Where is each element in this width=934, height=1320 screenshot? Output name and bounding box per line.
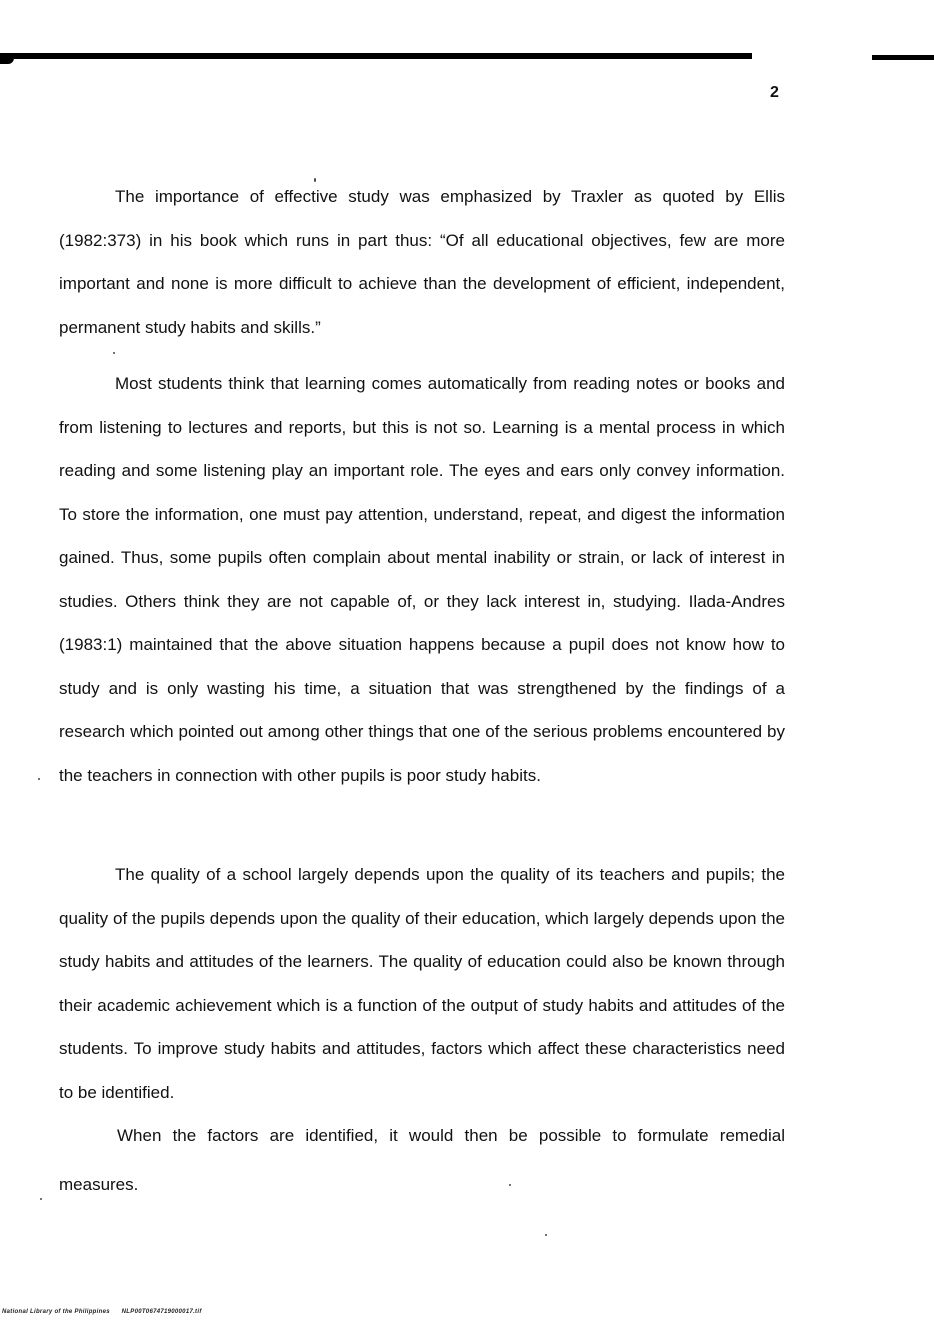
paragraph-4: When the factors are identified, it would then be possible to formulate remedial measures. <box>59 1126 785 1194</box>
scan-edge-bar <box>0 53 752 59</box>
paragraph-3: The quality of a school largely depends upon the quality of its teachers and pupils; the quality of the pupils depends upon the quality of their education, which largely depends upon the study habits and attitudes of the learners. The quality of education could also be known through their academic achievement which is a function of the output of study habits and attitudes of the students. To improve study habits and attitudes, factors which affect these characteristics need to be identified. <box>59 865 785 1102</box>
scan-speck <box>113 352 115 354</box>
scan-speck <box>40 1198 42 1200</box>
footer-file-code: NLP00T0674719000017.tif <box>121 1309 202 1315</box>
scan-speck <box>509 1184 511 1186</box>
scan-speck <box>38 778 40 780</box>
paragraph-2: Most students think that learning comes automatically from reading notes or books and from listening to lectures and reports, but this is not so. Learning is a mental process in which reading and some listening play an important role. The eyes and ears only convey information. To store the information, one must pay attention, understand, repeat, and digest the information gained. Thus, some pupils often complain about mental inability or strain, or lack of interest in studies. Others think they are not capable of, or they lack interest in, studying. Ilada-Andres (1983:1) maintained that the above situation happens because a pupil does not know how to study and is only wasting his time, a situation that was strengthened by the findings of a research which pointed out among other things that one of the serious problems encountered by the teachers in connection with other pupils is poor study habits. <box>59 374 785 785</box>
scan-speck <box>545 1234 547 1236</box>
footer-library-stamp <box>2 1309 202 1315</box>
page-number: 2 <box>770 84 779 101</box>
footer-library-name: National Library of the Philippines <box>2 1309 110 1315</box>
scan-edge-bar-right <box>872 55 934 60</box>
scan-speck <box>314 178 316 182</box>
paragraph-1: The importance of effective study was emphasized by Traxler as quoted by Ellis (1982:373) in his book which runs in part thus: “Of all educational objectives, few are more important and none is more difficult to achieve than the development of efficient, independent, permanent study habits and skills.” <box>59 187 785 337</box>
